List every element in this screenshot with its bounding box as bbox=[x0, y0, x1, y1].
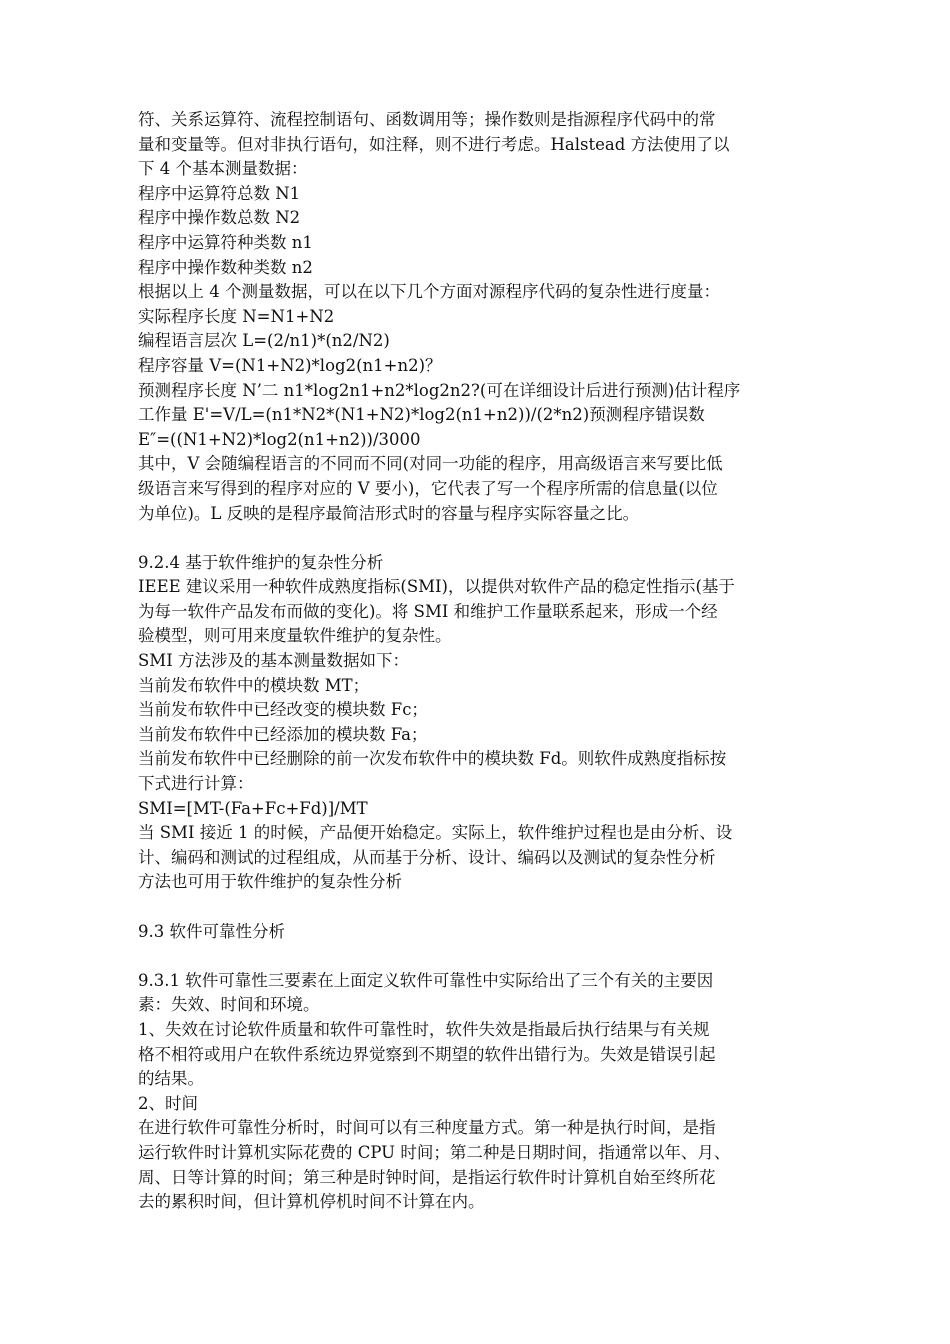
text-line: 当前发布软件中的模块数 MT； bbox=[138, 675, 370, 695]
text-line: E″=((N1+N2)*log2(n1+n2))/3000 bbox=[138, 429, 421, 449]
text-line: 根据以上 4 个测量数据，可以在以下几个方面对源程序代码的复杂性进行度量： bbox=[138, 282, 720, 302]
text-line: 验模型，则可用来度量软件维护的复杂性。 bbox=[138, 626, 452, 646]
text-line: SMI 方法涉及的基本测量数据如下： bbox=[138, 651, 409, 671]
blank-line bbox=[138, 526, 818, 551]
text-line: 程序中操作数总数 N2 bbox=[138, 208, 301, 228]
text-line: 方法也可用于软件维护的复杂性分析 bbox=[138, 872, 402, 892]
blank-line bbox=[138, 895, 818, 920]
text-line: 周、日等计算的时间；第三种是时钟时间，是指运行软件时计算机自始至终所花 bbox=[138, 1167, 716, 1187]
text-line: 2、时间 bbox=[138, 1093, 198, 1113]
text-line: 程序容量 V=(N1+N2)*log2(n1+n2)？ bbox=[138, 355, 442, 375]
text-line: 在进行软件可靠性分析时，时间可以有三种度量方式。第一种是执行时间，是指 bbox=[138, 1118, 716, 1138]
text-line: 当 SMI 接近 1 的时候，产品便开始稳定。实际上，软件维护过程也是由分析、设 bbox=[138, 823, 733, 843]
text-line: 为单位)。L 反映的是程序最简洁形式时的容量与程序实际容量之比。 bbox=[138, 503, 640, 523]
blank-line bbox=[138, 944, 818, 969]
text-line: 实际程序长度 N=N1+N2 bbox=[138, 306, 335, 326]
text-line: 级语言来写得到的程序对应的 V 要小)，它代表了写一个程序所需的信息量(以位 bbox=[138, 478, 718, 498]
formula-line: SMI=[MT-(Fa+Fc+Fd)]/MT bbox=[138, 798, 368, 818]
text-line: 下式进行计算： bbox=[138, 774, 254, 794]
text-line: 计、编码和测试的过程组成，从而基于分析、设计、编码以及测试的复杂性分析 bbox=[138, 847, 716, 867]
text-line: 程序中运算符总数 N1 bbox=[138, 183, 301, 203]
text-line: 程序中操作数种类数 n2 bbox=[138, 257, 313, 277]
document-page bbox=[138, 108, 818, 1215]
text-line: 为每一软件产品发布而做的变化)。将 SMI 和维护工作量联系起来，形成一个经 bbox=[138, 601, 718, 621]
text-line: IEEE 建议采用一种软件成熟度指标(SMI)，以提供对软件产品的稳定性指示(基于 bbox=[138, 577, 735, 597]
text-line: 程序中运算符种类数 n1 bbox=[138, 232, 313, 252]
text-line: 素：失效、时间和环境。 bbox=[138, 995, 320, 1015]
text-line: 其中，V 会随编程语言的不同而不同(对同一功能的程序，用高级语言来写要比低 bbox=[138, 454, 723, 474]
text-line: 格不相符或用户在软件系统边界觉察到不期望的软件出错行为。失效是错误引起 bbox=[138, 1044, 716, 1064]
text-line: 当前发布软件中已经改变的模块数 Fc； bbox=[138, 700, 428, 720]
text-line: 符、关系运算符、流程控制语句、函数调用等；操作数则是指源程序代码中的常 bbox=[138, 110, 716, 129]
text-line: 工作量 E'=V/L=(n1*N2*(N1+N2)*log2(n1+n2))/(2*n2)预测程序错误数 bbox=[138, 405, 705, 425]
text-line: 当前发布软件中已经添加的模块数 Fa； bbox=[138, 724, 428, 744]
text-line: 编程语言层次 L=(2/n1)*(n2/N2) bbox=[138, 331, 390, 351]
text-line: 运行软件时计算机实际花费的 CPU 时间；第二种是日期时间，指通常以年、月、 bbox=[138, 1142, 731, 1162]
text-line: 量和变量等。但对非执行语句，如注释，则不进行考虑。Halstead 方法使用了以 bbox=[138, 134, 730, 154]
section-heading: 9.3.1 软件可靠性三要素在上面定义软件可靠性中实际给出了三个有关的主要因 bbox=[138, 970, 714, 990]
text-line: 1、失效在讨论软件质量和软件可靠性时，软件失效是指最后执行结果与有关规 bbox=[138, 1019, 710, 1039]
text-line: 去的累积时间，但计算机停机时间不计算在内。 bbox=[138, 1192, 485, 1212]
section-heading: 9.2.4 基于软件维护的复杂性分析 bbox=[138, 552, 384, 572]
text-line: 当前发布软件中已经删除的前一次发布软件中的模块数 Fd。则软件成熟度指标按 bbox=[138, 749, 727, 769]
text-line: 的结果。 bbox=[138, 1069, 204, 1089]
text-line: 预测程序长度 N’二 n1*log2n1+n2*log2n2?(可在详细设计后进行预测)估计程序 bbox=[138, 380, 741, 400]
section-heading: 9.3 软件可靠性分析 bbox=[138, 921, 285, 941]
text-line: 下 4 个基本测量数据： bbox=[138, 159, 308, 179]
